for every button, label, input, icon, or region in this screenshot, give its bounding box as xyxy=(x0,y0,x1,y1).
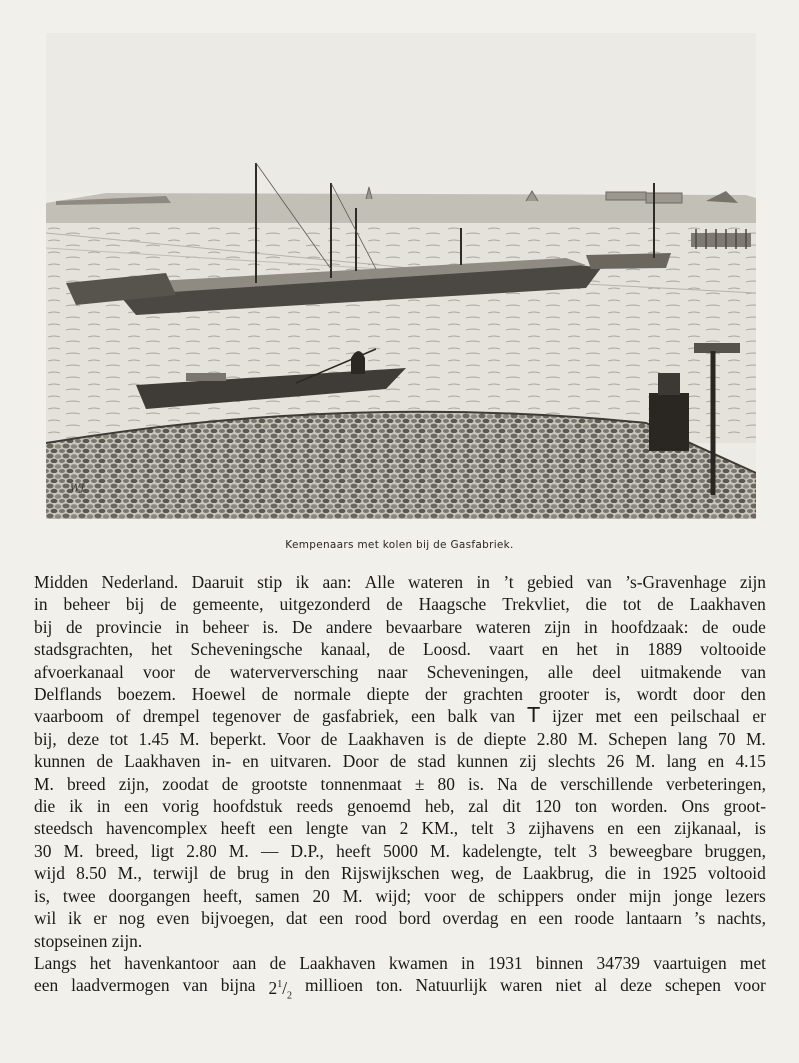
word: schippers xyxy=(498,885,564,906)
word: van xyxy=(490,706,516,727)
word: zijn xyxy=(739,572,766,592)
word: voltooid xyxy=(707,863,766,884)
word: zijn xyxy=(544,616,571,637)
word: de xyxy=(293,706,310,727)
word: een xyxy=(636,818,661,839)
word: waterverversching xyxy=(229,661,359,682)
text-line xyxy=(34,907,766,929)
word: zij xyxy=(519,751,537,772)
word: vaarboom xyxy=(34,706,104,727)
paragraph-1 xyxy=(34,571,766,952)
word: Loosd. xyxy=(423,639,471,660)
word: in xyxy=(584,616,598,637)
word: deze xyxy=(67,728,100,749)
word: kunnen xyxy=(34,751,86,772)
word: in xyxy=(461,952,475,973)
word: even xyxy=(156,908,190,929)
word: er xyxy=(752,706,766,727)
word: gebied xyxy=(526,572,574,592)
word: de xyxy=(702,616,719,637)
word: — xyxy=(260,840,279,861)
word: bijna xyxy=(220,975,256,996)
word: den xyxy=(304,863,330,884)
word: Door xyxy=(342,751,379,772)
word: jonge xyxy=(673,885,713,906)
body-text xyxy=(34,571,766,1008)
word: vaart xyxy=(488,639,524,660)
text-line xyxy=(34,638,766,660)
word: beweegbare xyxy=(609,840,693,861)
word: M. xyxy=(745,728,766,749)
word: een xyxy=(411,706,436,727)
word: dit xyxy=(502,796,521,817)
word: roode xyxy=(574,908,615,929)
word: andere xyxy=(325,616,373,637)
word: bevaarbare xyxy=(385,616,463,637)
word: en xyxy=(242,751,259,772)
word: het xyxy=(151,639,173,660)
fraction: $2^1/_2$ xyxy=(268,978,293,1002)
word: peilschaal xyxy=(670,706,740,727)
word: wijd xyxy=(34,863,65,884)
word: aan: xyxy=(322,572,352,592)
word: is, xyxy=(34,885,50,906)
word: M. xyxy=(228,840,249,861)
word: naar xyxy=(377,661,408,682)
word: ton xyxy=(574,796,598,817)
word: van xyxy=(182,975,208,996)
word: de xyxy=(456,728,474,749)
word: samen xyxy=(255,885,300,906)
word: de xyxy=(221,773,239,794)
word: M. xyxy=(430,840,450,861)
word: Schepen xyxy=(608,728,668,749)
paragraph-2 xyxy=(34,952,766,1008)
word: verschillende xyxy=(560,773,653,794)
word: heeft xyxy=(336,840,371,861)
word: havencomplex xyxy=(106,818,208,839)
word: M. xyxy=(635,751,656,772)
word: in xyxy=(34,594,48,615)
word: de xyxy=(386,594,403,615)
word: M. xyxy=(342,885,363,906)
word: Daaruit xyxy=(191,572,244,592)
word: de xyxy=(388,639,405,660)
word: ik xyxy=(295,572,310,592)
word: 4.15 xyxy=(735,751,766,772)
word: met xyxy=(595,706,622,727)
word: M., xyxy=(117,863,142,884)
word: uitmakende xyxy=(640,661,722,682)
word: Laakbrug, xyxy=(522,863,594,884)
word: zijkanaal, xyxy=(674,818,742,839)
word: 80 xyxy=(437,773,455,794)
word: Rijswijkschen xyxy=(341,863,440,884)
text-line xyxy=(34,817,766,839)
text-line: stopseinen zijn. xyxy=(34,930,143,951)
word: provincie xyxy=(96,616,162,637)
word: KM., xyxy=(421,818,459,839)
word: aan xyxy=(232,952,257,973)
text-line xyxy=(34,750,766,772)
word: Na xyxy=(497,773,518,794)
word: ± xyxy=(414,773,425,794)
word: het xyxy=(89,952,112,973)
word: lengte xyxy=(305,818,349,839)
text-line xyxy=(34,885,766,907)
word: voor xyxy=(143,661,175,682)
word: nog xyxy=(118,908,145,929)
word: Natuurlijk xyxy=(415,975,488,996)
word: tot xyxy=(109,728,128,749)
word: bruggen, xyxy=(704,840,766,861)
word: ’s-Gravenhage xyxy=(625,572,727,592)
word: M. xyxy=(179,728,200,749)
word: in xyxy=(280,863,294,884)
word: 8.50 xyxy=(76,863,107,884)
word: kadelengte, xyxy=(462,840,542,861)
word: in xyxy=(615,639,630,660)
word: van xyxy=(586,572,612,592)
word: 3 xyxy=(588,840,598,861)
word: en xyxy=(607,818,624,839)
word: uitvaren. xyxy=(270,751,332,772)
word: ik xyxy=(68,908,82,929)
word: Laakhaven xyxy=(689,594,766,615)
word: tot xyxy=(622,594,642,615)
word: afvoerkanaal xyxy=(34,661,124,682)
word: Ons xyxy=(681,796,710,817)
word: millioen xyxy=(305,975,363,996)
word: M. xyxy=(577,728,598,749)
word: schepen xyxy=(664,975,721,996)
signature: WJ xyxy=(70,483,85,494)
word: voor xyxy=(423,885,456,906)
word: brug xyxy=(237,863,269,884)
word: heeft, xyxy=(203,885,243,906)
word: onder xyxy=(576,885,617,906)
word: normale xyxy=(293,684,351,705)
word: 26 xyxy=(606,751,625,772)
text-line xyxy=(34,840,766,862)
word: Laakhaven xyxy=(299,952,376,973)
word: van xyxy=(361,818,387,839)
word: waren xyxy=(500,975,543,996)
word: de xyxy=(65,616,83,637)
word: diepte xyxy=(483,728,527,749)
word: die xyxy=(585,594,607,615)
word: Midden xyxy=(34,572,89,592)
word: de xyxy=(160,594,177,615)
word: grooter xyxy=(538,684,589,705)
word: Alle xyxy=(364,572,395,592)
text-line xyxy=(34,795,766,817)
word: bij xyxy=(125,594,145,615)
word: vorig xyxy=(162,796,199,817)
word: de xyxy=(261,684,279,705)
word: wijd; xyxy=(375,885,412,906)
harbour-drawing xyxy=(46,33,756,519)
word: groot- xyxy=(723,796,766,817)
word: lezers xyxy=(725,885,766,906)
word: grootste xyxy=(251,773,308,794)
word: de xyxy=(96,751,113,772)
text-line xyxy=(34,616,766,638)
word: lang xyxy=(677,728,708,749)
word: ik xyxy=(69,796,83,817)
word: heb, xyxy=(424,796,455,817)
text-line xyxy=(34,952,766,974)
text-line xyxy=(34,571,766,593)
word: of xyxy=(115,706,131,727)
word: voor xyxy=(733,975,766,996)
word: van xyxy=(740,661,766,682)
word: door xyxy=(693,684,725,705)
word: reeds xyxy=(296,796,334,817)
word: balk xyxy=(447,706,478,727)
word: 2.80 xyxy=(536,728,568,749)
word: grachten xyxy=(463,684,523,705)
word: die xyxy=(604,863,627,884)
word: de xyxy=(389,751,407,772)
word: is. xyxy=(468,773,484,794)
word: in xyxy=(96,796,111,817)
word: gasfabriek, xyxy=(321,706,399,727)
word: kwamen xyxy=(388,952,448,973)
text-line xyxy=(34,593,766,615)
word: hoofdstuk xyxy=(212,796,283,817)
word: in xyxy=(175,616,189,637)
word: der xyxy=(425,684,448,705)
word: worden. xyxy=(611,796,668,817)
word: Nederland. xyxy=(101,572,179,592)
word: bij xyxy=(34,616,53,637)
word: de xyxy=(194,661,211,682)
word: doorgangen xyxy=(108,885,191,906)
text-line xyxy=(34,705,766,727)
word: havenkantoor xyxy=(124,952,219,973)
word: de xyxy=(530,773,547,794)
word: zijhavens xyxy=(528,818,595,839)
word: 70 xyxy=(718,728,736,749)
word: deze xyxy=(620,975,652,996)
word: in- xyxy=(211,751,232,772)
word: stadsgrachten, xyxy=(34,639,133,660)
word: beheer xyxy=(63,594,110,615)
word: deel xyxy=(592,661,622,682)
word: voltooide xyxy=(700,639,766,660)
word: steedsch xyxy=(34,818,93,839)
word: kanaal, xyxy=(320,639,371,660)
word: beperkt. xyxy=(209,728,267,749)
word: Langs xyxy=(34,952,77,973)
word: bord xyxy=(398,908,431,929)
word: wordt xyxy=(636,684,678,705)
word: de xyxy=(468,885,486,906)
word: is xyxy=(754,818,766,839)
word: 20 xyxy=(312,885,330,906)
word: telt xyxy=(471,818,494,839)
word: kunnen xyxy=(456,751,509,772)
word: die xyxy=(34,796,56,817)
word: ligt xyxy=(150,840,175,861)
word: alle xyxy=(547,661,573,682)
word: bij, xyxy=(34,728,57,749)
word: zijn, xyxy=(118,773,150,794)
text-line xyxy=(34,773,766,795)
word: weg, xyxy=(450,863,485,884)
word: vaartuigen xyxy=(653,952,727,973)
illustration xyxy=(46,33,756,519)
word: er xyxy=(93,908,107,929)
word: met xyxy=(739,952,766,973)
word: een xyxy=(34,975,59,996)
word: laadvermogen xyxy=(71,975,170,996)
word: oude xyxy=(732,616,766,637)
word: twee xyxy=(62,885,96,906)
word: een xyxy=(124,796,149,817)
word: bijvoegen, xyxy=(201,908,275,929)
word: een xyxy=(268,818,293,839)
word: Haagsche xyxy=(418,594,487,615)
word: en xyxy=(707,751,725,772)
word: ’t xyxy=(503,572,514,592)
word: de xyxy=(320,728,338,749)
word: D.P., xyxy=(290,840,324,861)
word: Hoewel xyxy=(191,684,246,705)
word: ’s xyxy=(693,908,706,929)
word: genoemd xyxy=(347,796,411,817)
word: stad xyxy=(417,751,446,772)
figure-caption: Kempenaars met kolen bij de Gasfabriek. xyxy=(285,539,514,551)
word: breed xyxy=(66,773,106,794)
text-line xyxy=(34,683,766,705)
word: lantaarn xyxy=(625,908,682,929)
word: 5000 xyxy=(383,840,418,861)
word: ijzer xyxy=(552,706,584,727)
text-line xyxy=(34,661,766,683)
word: ton. xyxy=(375,975,403,996)
word: wateren xyxy=(475,616,531,637)
t-beam-symbol: T xyxy=(527,703,540,728)
word: een xyxy=(319,908,344,929)
word: De xyxy=(291,616,313,637)
word: Voor xyxy=(276,728,311,749)
word: is, xyxy=(604,684,621,705)
word: en xyxy=(541,639,559,660)
word: het xyxy=(576,639,598,660)
text-line xyxy=(34,862,766,884)
word: gemeente, xyxy=(192,594,264,615)
word: 2.80 xyxy=(186,840,217,861)
word: Trekvliet, xyxy=(502,594,570,615)
word: wateren xyxy=(408,572,464,592)
text-line xyxy=(34,974,766,1008)
text-line xyxy=(34,728,766,750)
word: M. xyxy=(63,840,84,861)
word: lang xyxy=(666,751,697,772)
word: in xyxy=(476,572,490,592)
word: 1931 xyxy=(487,952,523,973)
word: tegenover xyxy=(212,706,281,727)
word: de xyxy=(657,594,674,615)
word: is. xyxy=(262,616,279,637)
word: 2 xyxy=(399,818,409,839)
word: overdag xyxy=(442,908,499,929)
word: zal xyxy=(468,796,489,817)
word: Laakhaven xyxy=(124,751,201,772)
word: 1889 xyxy=(647,639,683,660)
word: Laakhaven xyxy=(347,728,425,749)
word: den xyxy=(740,684,766,705)
word: een xyxy=(633,706,659,727)
word: 1925 xyxy=(661,863,697,884)
word: heeft xyxy=(220,818,256,839)
word: de xyxy=(495,863,512,884)
word: al xyxy=(594,975,608,996)
word: Scheveningen, xyxy=(426,661,529,682)
word: uitgezonderd xyxy=(279,594,371,615)
word: rood xyxy=(355,908,387,929)
word: hoofdzaak: xyxy=(611,616,689,637)
word: telt xyxy=(554,840,577,861)
word: een xyxy=(538,908,563,929)
word: 30 xyxy=(34,840,52,861)
word: stip xyxy=(257,572,283,592)
word: Scheveningsche xyxy=(190,639,303,660)
word: 1.45 xyxy=(138,728,169,749)
word: mijn xyxy=(629,885,661,906)
word: diepte xyxy=(366,684,410,705)
word: dat xyxy=(286,908,308,929)
word: de xyxy=(269,952,287,973)
word: is xyxy=(434,728,447,749)
word: Delflands xyxy=(34,684,102,705)
word: breed, xyxy=(95,840,139,861)
word: boezem. xyxy=(117,684,176,705)
word: tonnenmaat xyxy=(320,773,402,794)
word: beheer xyxy=(202,616,249,637)
word: nachts, xyxy=(717,908,766,929)
word: niet xyxy=(555,975,582,996)
word: en xyxy=(510,908,527,929)
word: 120 xyxy=(534,796,561,817)
word: binnen xyxy=(535,952,584,973)
word: drempel xyxy=(142,706,200,727)
word: wil xyxy=(34,908,57,929)
word: 3 xyxy=(506,818,516,839)
word: slechts xyxy=(548,751,596,772)
word: in xyxy=(637,863,651,884)
word: zoodat xyxy=(162,773,209,794)
word: M. xyxy=(34,773,54,794)
word: terwijl xyxy=(152,863,199,884)
word: verbeteringen, xyxy=(665,773,766,794)
word: 34739 xyxy=(596,952,640,973)
word: de xyxy=(209,863,226,884)
